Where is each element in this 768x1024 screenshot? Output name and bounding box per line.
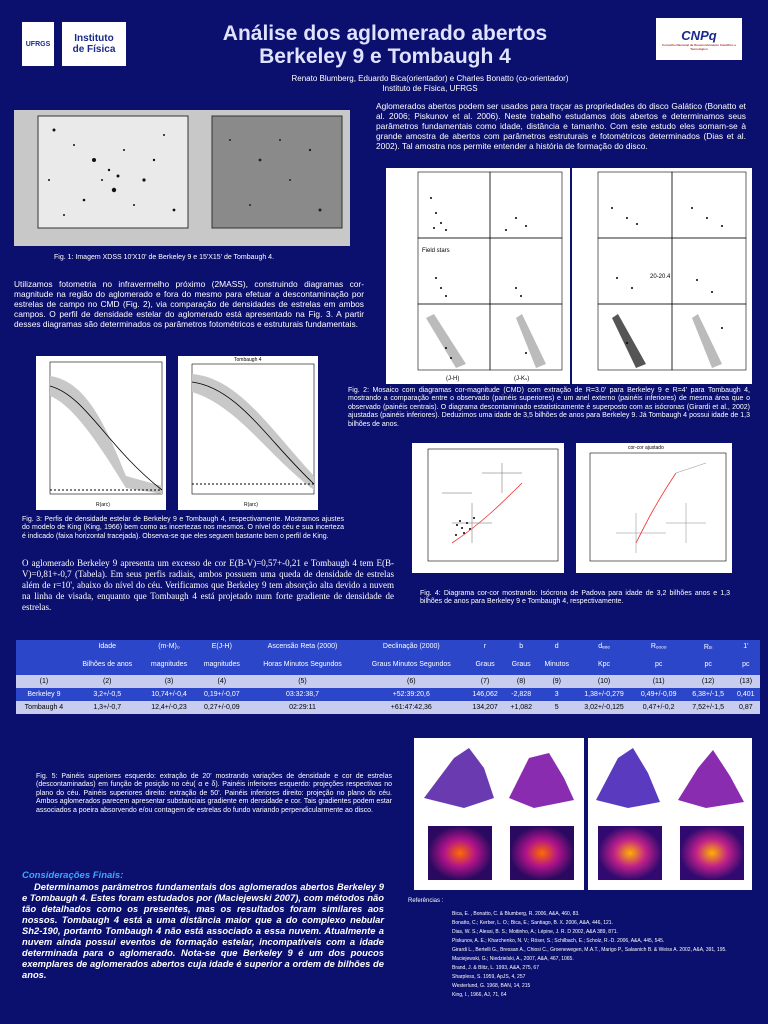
fig3-caption: Fig. 3: Perfis de densidade estelar de Berkeley 9 e Tombaugh 4, respectivamente. Mostramos ajustes do modelo de King (King, 1966) bem como as incertezas nos mesmos. O nível do céu e sua incerteza é indicado (faixa horizontal tracejada). Observa-se que eles seguem bastante bem o perfil de King. xyxy=(22,516,344,540)
fig2-cmd-berkeley9 xyxy=(386,168,570,384)
fig1-image-tombaugh4 xyxy=(190,110,350,246)
references-title: Referências : xyxy=(408,898,444,904)
r0-12: 0,401 xyxy=(737,691,755,698)
fig1-xdss-berkeley9 xyxy=(14,110,200,246)
fig4-left-svg xyxy=(412,443,564,573)
reference-item: Piskunov, A. E.; Kharchenko, N. V.; Röser, S.; Schilbach, E.; Scholz, R.-D. 2006, A&A, 445, 545. xyxy=(452,938,665,944)
fig2-ring-label: 20-20.4 xyxy=(650,274,671,280)
reference-item: Sharpless, S. 1959, ApJS, 4, 257 xyxy=(452,974,526,980)
th1-1: Idade xyxy=(98,643,116,650)
r1-4: 02:29:11 xyxy=(289,704,316,711)
parameters-table-grid xyxy=(16,640,760,714)
references-block xyxy=(408,898,758,999)
r1-10: 0,47+/-0,2 xyxy=(642,704,675,711)
th2-3: magnitudes xyxy=(203,660,240,668)
r0-10: 0,49+/-0,09 xyxy=(640,691,677,698)
r0-2: 10,74+/-0,4 xyxy=(151,691,187,698)
r0-3: 0,19+/-0,07 xyxy=(204,691,240,698)
reference-item: Bica, E. , Bonatto, C. & Blumberg, R. 2006, A&A, 460, 83. xyxy=(452,911,580,917)
th1-5: Declinação (2000) xyxy=(382,643,440,650)
th1-2: (m-M)₀ xyxy=(158,643,180,650)
fig1-xdss-tombaugh4 xyxy=(190,110,350,246)
reference-item: Brand, J. & Blitz, L. 1993, A&A, 275, 67 xyxy=(452,965,539,971)
table-header-row-2 xyxy=(16,653,760,675)
fig4-caption: Fig. 4: Diagrama cor-cor mostrando: Isócrona de Padova para idade de 3,2 bilhões anos e 1,3 bilhões de anos para Berkeley 9 e Tombaugh 4, respectivamente. xyxy=(420,590,730,606)
reference-item: Girardi L., Bertelli G., Bressan A., Chiosi C., Groenewegen, M.A.T., Marigo P., Salasnich B. & Weiss A. 2002, A&A, 391, 195. xyxy=(452,947,727,953)
fig3-profile-tombaugh4 xyxy=(178,356,318,510)
reference-item: Maciejewski, G.; Niedzielski, A., 2007, A&A, 467, 1065. xyxy=(452,956,574,962)
th1-10: Rₒₒₒₒ xyxy=(650,643,667,650)
r1-5: +61:47:42,36 xyxy=(390,704,432,711)
r1-12: 0,87 xyxy=(738,704,753,711)
r0-11: 6,38+/-1,5 xyxy=(692,691,724,698)
tn-9: (10) xyxy=(597,678,611,685)
th2-9: Kpc xyxy=(598,660,611,668)
tn-4: (5) xyxy=(298,678,307,685)
fig3-xlabel-2: R(arc) xyxy=(244,502,258,508)
fig2-cmd-left-svg xyxy=(386,168,570,384)
r0-1: 3,2+/-0,5 xyxy=(93,691,122,698)
reference-item: Bonatto, C.; Kerber, L. O.; Bica, E.; Santiago, B. X. 2006, A&A, 446, 121. xyxy=(452,920,613,926)
th2-11: pc xyxy=(704,660,712,668)
fig5-maps-berkeley9 xyxy=(414,738,584,890)
fig3-profile-berkeley9 xyxy=(36,356,166,510)
fig2-cmd-right-svg xyxy=(572,168,752,384)
extinction-text: O aglomerado Berkeley 9 apresenta um excesso de cor E(B-V)=0,57+-0,21 e Tombaugh 4 tem E(B-V)=0,81+-0,7 (Tabela). Em seus perfis radiais, ambos possuem uma queda de densidade de estrelas além de r=10', abaixo do nível do céu. Verificamos que Berkeley 9 tem absorção alta devido a nuvem na linha de visada, enquanto que Tombaugh 4 está projetado num forte gradiente de densidade de estrelas. xyxy=(22,558,394,612)
fig5-maps-tombaugh4 xyxy=(588,738,752,890)
if-logo: Instituto de Física xyxy=(62,22,126,66)
tn-1: (2) xyxy=(102,678,112,685)
r0-0: Berkeley 9 xyxy=(27,691,61,698)
r0-8: 3 xyxy=(554,691,559,698)
fig3-panel-title: Tombaugh 4 xyxy=(234,357,262,363)
th1-9: dₑₑₑ xyxy=(598,643,610,650)
fig2-cmd-tombaugh4 xyxy=(572,168,752,384)
th2-6: Graus xyxy=(475,660,495,668)
conclusions-title: Considerações Finais: xyxy=(22,870,124,881)
th2-4: Horas Minutos Segundos xyxy=(263,660,342,668)
fig5-left-svg xyxy=(414,738,584,890)
tn-2: (3) xyxy=(164,678,174,685)
r0-6: 146,062 xyxy=(472,691,498,698)
r1-9: 3,02+/-0,125 xyxy=(584,704,624,711)
tn-6: (7) xyxy=(480,678,490,685)
reference-item: Dias, W. S.; Alessi, B. S.; Moitinho, A.; Lépine, J. R. D 2002, A&A 389, 871. xyxy=(452,929,618,935)
th2-7: Graus xyxy=(511,660,531,668)
th2-5: Graus Minutos Segundos xyxy=(371,660,451,668)
th1-7: b xyxy=(519,643,524,650)
title-block xyxy=(140,22,630,68)
th1-12: 1' xyxy=(743,643,749,650)
intro-text: Aglomerados abertos podem ser usados para traçar as propriedades do disco Galático (Bonatto et al. 2006; Piskunov et al. 2006). Neste trabalho estudamos dois abertos e determinamos seus parâmetros fundamentais como idade, distância e tamanho. Com este estudo eles somam-se à grande amostra de abertos com parâmetros estruturais e fotométricos determinados (Dias et al. 2002). Tal amostra nos permite entender a história de formação do disco. xyxy=(376,101,746,151)
th2-12: pc xyxy=(742,660,750,668)
th2-1: Bilhões de anos xyxy=(82,660,133,668)
title-line-1: Análise dos aglomerado abertos xyxy=(222,22,548,45)
institution: Instituto de Física, UFRGS xyxy=(382,84,478,93)
r0-5: +52:39:20,6 xyxy=(392,691,430,698)
r0-7: -2,828 xyxy=(511,691,532,698)
conclusions-text: Determinamos parâmetros fundamentais dos aglomerados abertos Berkeley 9 e Tombaugh 4. Estes foram estudados por (Maciejewski 2007), com métodos não tão detalhados como os presentes, mas os resultados foram similares aos nossos. Tombaugh 4 está a uma distância maior que a do complexo nebular Sh2-190, portanto Tombaugh 4 não está associado a essa nuvem. Atualmente a nuvem ainda possui eventos de formação estelar, incompatíveis com a idade determinada para o aglomerado. Nota-se que Berkeley 9 é um dos poucos exemplares de aglomerados abertos cuja idade é superior a ordem de bilhões de anos. xyxy=(22,881,384,980)
ufrgs-logo: UFRGS xyxy=(22,22,54,66)
r1-6: 134,207 xyxy=(472,704,498,711)
r1-7: +1,082 xyxy=(510,704,532,711)
th2-10: pc xyxy=(654,660,663,668)
th2-2: magnitudes xyxy=(150,660,188,668)
tn-12: (13) xyxy=(739,678,753,685)
fig3-xlabel-1: R(arc) xyxy=(96,502,110,508)
table-row-tombaugh4 xyxy=(16,701,760,714)
method-text: Utilizamos fotometria no infravermelho próximo (2MASS), construindo diagramas cor-magnitude na região do aglomerado e fora do mesmo para efetuar a descontaminação por estrelas de campo no CMD (Fig. 2), via comparação de densidades de estrelas em ambos campos. O perfil de densidade estelar do aglomerado está apresentado na Fig. 3. A partir desses diagramas são determinados os parâmetros fotométricos e estruturais fundamentais. xyxy=(14,279,364,329)
reference-item: Westerlund, G. 1968, BAN, 14, 215 xyxy=(452,983,531,989)
fig4-colorcolor-berkeley9 xyxy=(412,443,564,573)
th2-0 xyxy=(16,653,72,675)
conclusions-block xyxy=(22,870,384,980)
tn-3: (4) xyxy=(217,678,227,685)
fig4-right-svg xyxy=(576,443,732,573)
r1-11: 7,52+/-1,5 xyxy=(692,704,724,711)
tn-10: (11) xyxy=(652,678,665,685)
th1-6: r xyxy=(483,643,487,650)
tn-7: (8) xyxy=(516,678,526,685)
title-line-2: Berkeley 9 e Tombaugh 4 xyxy=(259,45,511,68)
th1-4: Ascensão Reta (2000) xyxy=(267,643,338,650)
fig4-colorcolor-tombaugh4 xyxy=(576,443,732,573)
fig3-right-svg xyxy=(178,356,318,510)
reference-item: King, I., 1966, AJ, 71, 64 xyxy=(452,992,507,998)
th1-0 xyxy=(16,640,72,653)
table-header-row-1 xyxy=(16,640,760,653)
fig1-image-berkeley9 xyxy=(14,110,200,246)
fig5-caption: Fig. 5: Painéis superiores esquerdo: extração de 20' mostrando variações de densidade e cor de estrelas (descontaminadas) em função de posição no céu( α e δ). Painéis inferiores esquerdo: projeções respectivas no plano do céu. Painéis superiores direito: extração de 50'. Painéis inferiores direito: projeção no plano do céu. Ambos aglomerados parecem apresentar substanciais gradiente em densidade e cor. Tais gradientes podem estar associados a poeira absorvendo e/ou contagem de estrelas do fundo variando perpendicularmente ao disco. xyxy=(36,773,392,814)
fig2-xlabel-2: (J-Kₛ) xyxy=(514,376,530,382)
fig3-left-svg xyxy=(36,356,166,510)
tn-5: (6) xyxy=(407,678,416,685)
th2-8: Minutos xyxy=(544,660,569,668)
r0-9: 1,38+/-0,279 xyxy=(584,691,624,698)
fig2-caption: Fig. 2: Mosaico com diagramas cor-magnitude (CMD) com extração de R=3.0' para Berkeley 9 e R=4' para Tombaugh 4, mostrando a comparação entre o observado (painéis superiores) e um anel externo (painéis inferiores) de mesma área que o observado (painéis centrais). O diagrama descontaminado estatisticamente é superposto com as isócronas (Girardi et al., 2002) ajustadas (painéis inferiores). Deduzimos uma idade de 3,5 bilhões de anos para Berkeley 9. Já Tombaugh 4 possui idade de 1,3 bilhões de anos. xyxy=(348,387,750,428)
tn-8: (9) xyxy=(552,678,561,685)
tn-0: (1) xyxy=(39,678,49,685)
table-number-row xyxy=(16,675,760,688)
parameters-table xyxy=(16,640,760,714)
th1-11: Rₗₗₗ xyxy=(703,643,713,651)
th1-3: E(J-H) xyxy=(211,643,232,650)
r1-8: 5 xyxy=(554,704,559,711)
cnpq-logo: CNPq Conselho Nacional de Desenvolvimento Científico e Tecnológico xyxy=(656,18,742,60)
r1-2: 12,4+/-0,23 xyxy=(151,704,187,711)
fig1-caption: Fig. 1: Imagem XDSS 10'X10' de Berkeley 9 e 15'X15' de Tombaugh 4. xyxy=(54,254,275,261)
r0-4: 03:32:38,7 xyxy=(285,691,320,698)
r1-3: 0,27+/-0,09 xyxy=(204,704,240,711)
r1-1: 1,3+/-0,7 xyxy=(93,704,122,711)
table-row-berkeley9 xyxy=(16,688,760,701)
fig2-field-stars-label: Field stars xyxy=(422,248,450,254)
th1-8: d xyxy=(554,643,559,650)
authors xyxy=(200,74,660,94)
r1-0: Tombaugh 4 xyxy=(24,704,64,711)
fig5-right-svg xyxy=(588,738,752,890)
tn-11: (12) xyxy=(701,678,715,685)
author-list: Renato Blumberg, Eduardo Bica(orientador) e Charles Bonatto (co-orientador) xyxy=(291,74,569,83)
fig2-xlabel: (J-H) xyxy=(446,376,460,382)
fig4-title: cor-cor ajustado xyxy=(628,445,664,451)
